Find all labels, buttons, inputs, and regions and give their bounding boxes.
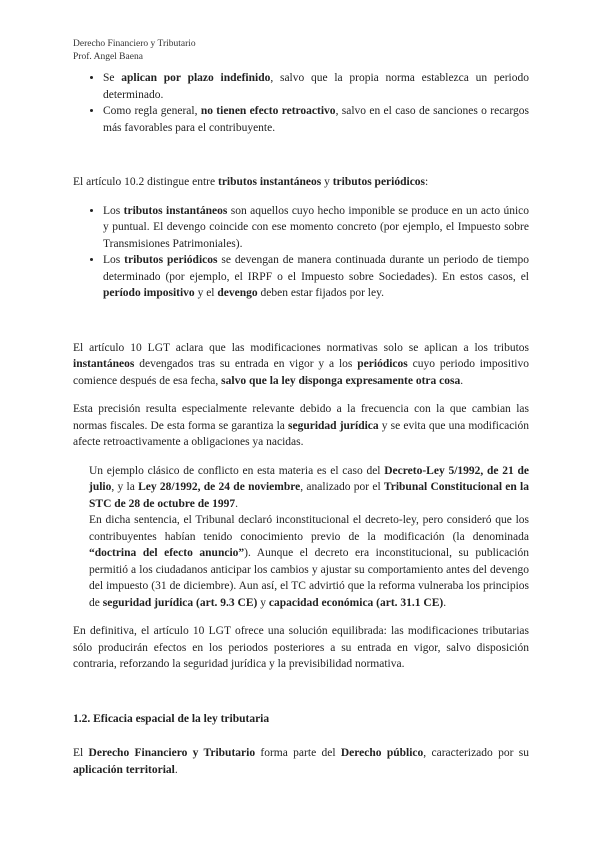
bullet-list-1 (73, 70, 529, 136)
course-title: Derecho Financiero y Tributario (73, 39, 196, 49)
bullet-list-2 (73, 203, 529, 302)
paragraph: El artículo 10 LGT aclara que las modificaciones normativas solo se aplican a los tributos instantáneos devengados tras su entrada en vigor y a los periódicos cuyo periodo impositivo comience después de esa fecha, salvo que la ley disponga expresamente otra cosa. (73, 341, 529, 387)
paragraph: Esta precisión resulta especialmente relevante debido a la frecuencia con la que cambian las normas fiscales. De esta forma se garantiza la seguridad jurídica y se evita que una modificación afecte retroactivamente a obligaciones ya nacidas. (73, 403, 529, 448)
list-item: • Los tributos instantáneos son aquellos cuyo hecho imponible se produce en un acto único y puntual. El devengo coincide con ese momento concreto (por ejemplo, el Impuesto sobre Transmisiones Patrimoniales). (103, 203, 529, 253)
document-body (73, 70, 529, 778)
paragraph: El Derecho Financiero y Tributario forma parte del Derecho público, caracterizado por su aplicación territorial. (73, 747, 529, 776)
paragraph: El artículo 10.2 distingue entre tributos instantáneos y tributos periódicos: (73, 176, 429, 188)
example-block (73, 463, 529, 612)
list-item: • Como regla general, no tienen efecto retroactivo, salvo en el caso de sanciones o recargos más favorables para el contribuyente. (103, 103, 529, 136)
list-item: • Se aplican por plazo indefinido, salvo que la propia norma establezca un periodo determinado. (103, 70, 529, 103)
paragraph: Un ejemplo clásico de conflicto en esta materia es el caso del Decreto-Ley 5/1992, de 21 de julio, y la Ley 28/1992, de 24 de noviembre, analizado por el Tribunal Constitucional en la STC de 28 de octubre de 1997. (89, 464, 529, 510)
paragraph: En definitiva, el artículo 10 LGT ofrece una solución equilibrada: las modificaciones tributarias sólo producirán efectos en los periodos posteriores a su entrada en vigor, salvo disposición contraria, reforzando la seguridad jurídica y la previsibilidad normativa. (73, 625, 529, 670)
paragraph: En dicha sentencia, el Tribunal declaró inconstitucional el decreto-ley, pero consideró que los contribuyentes habían tenido conocimiento previo de la modificación (la denominada “doctrina del efecto anuncio”). Aunque el decreto era inconstitucional, su publicación permitió a los ciudadanos anticipar los cambios y ajustar su comportamiento antes del devengo del impuesto (31 de diciembre). Aun así, el TC advirtió que la reforma vulneraba los principios de seguridad jurídica (art. 9.3 CE) y capacidad económica (art. 31.1 CE). (89, 514, 529, 609)
section-title: 1.2. Eficacia espacial de la ley tributaria (73, 712, 270, 725)
professor-name: Prof. Angel Baena (73, 52, 143, 62)
page-header (73, 38, 196, 64)
list-item: • Los tributos periódicos se devengan de manera continuada durante un periodo de tiempo determinado (por ejemplo, el IRPF o el Impuesto sobre Sociedades). En estos casos, el período impositivo y el devengo deben estar fijados por ley. (103, 252, 529, 302)
